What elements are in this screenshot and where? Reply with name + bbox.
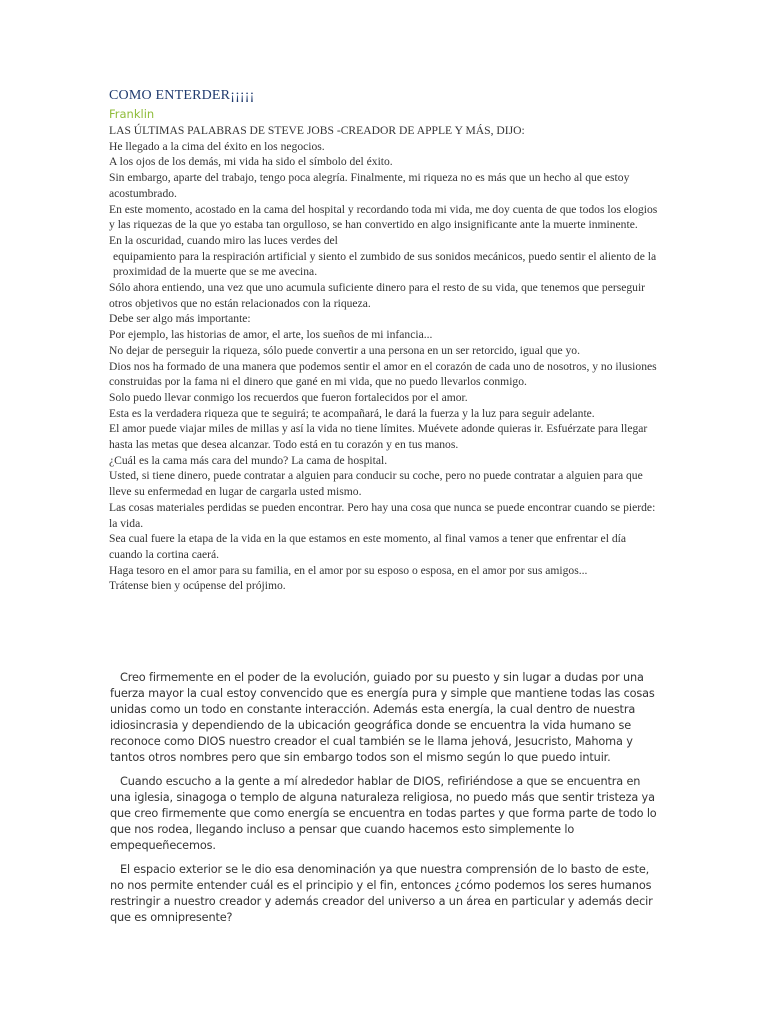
quote-line: Dios nos ha formado de una manera que podemos sentir el amor en el corazón de cada uno de nosotros, y no ilusiones construidas por la fama ni el dinero que gané en mi vida, que no puedo llevarlos conmigo. [109,359,657,389]
author-name: Franklin [109,107,155,121]
quote-line: Debe ser algo más importante: [109,312,251,326]
quote-heading: LAS ÚLTIMAS PALABRAS DE STEVE JOBS -CREADOR DE APPLE Y MÁS, DIJO: [109,124,525,137]
quote-line: Las cosas materiales perdidas se pueden encontrar. Pero hay una cosa que nunca se puede encontrar cuando se pierde: la vida. [109,500,656,530]
quote-line: En la oscuridad, cuando miro las luces verdes del [109,233,338,247]
quote-line: Sea cual fuere la etapa de la vida en la que estamos en este momento, al final vamos a tener que enfrentar el día cuando la cortina caerá. [109,532,626,561]
quote-line: equipamiento para la respiración artificial y siento el zumbido de sus sonidos mecánicos, puedo sentir el aliento de la proximidad de la muerte que se me avecina. [113,249,657,279]
quote-line: No dejar de perseguir la riqueza, sólo puede convertir a una persona en un ser retorcido, igual que yo. [109,343,580,357]
quote-line: Sólo ahora entiendo, una vez que uno acumula suficiente dinero para el resto de su vida, que tenemos que perseguir otros objetivos que no están relacionados con la riqueza. [109,281,646,310]
body-paragraph: El espacio exterior se le dio esa denominación ya que nuestra comprensión de lo basto de este, no nos permite entender cuál es el principio y el fin, entonces ¿cómo podemos los seres humanos restringir a nuestro creador y además creador del universo a un área en particular y además decir que es omnipresente? [110,863,653,924]
quote-line: Esta es la verdadera riqueza que te seguirá; te acompañará, le dará la fuerza y la luz para seguir adelante. [109,406,595,420]
quote-line: En este momento, acostado en la cama del hospital y recordando toda mi vida, me doy cuenta de que todos los elogios y las riquezas de la que yo estaba tan orgulloso, se han convertido en algo insignificante ante la muerte inminente. [109,202,658,232]
quote-line: A los ojos de los demás, mi vida ha sido el símbolo del éxito. [109,155,393,169]
steve-jobs-quote-section [109,123,661,594]
author-reflection-section [110,670,658,934]
quote-line: Solo puedo llevar conmigo los recuerdos que fueron fortalecidos por el amor. [109,390,468,404]
quote-line: ¿Cuál es la cama más cara del mundo? La cama de hospital. [109,453,388,467]
quote-line: Haga tesoro en el amor para su familia, en el amor por su esposo o esposa, en el amor por sus amigos... [109,563,588,577]
body-paragraph: Cuando escucho a la gente a mí alrededor hablar de DIOS, refiriéndose a que se encuentra en una iglesia, sinagoga o templo de alguna naturaleza religiosa, no puedo más que sentir tristeza ya que creo firmemente que como energía se encuentra en todas partes y que forma parte de todo lo que nos rodea, llegando incluso a pensar que cuando hacemos esto simplemente lo empequeñecemos. [110,775,657,852]
body-paragraph: Creo firmemente en el poder de la evolución, guiado por su puesto y sin lugar a dudas por una fuerza mayor la cual estoy convencido que es energía pura y simple que mantiene todas las cosas unidas como un todo en constante interacción. Además esta energía, la cual dentro de nuestra idiosincrasia y dependiendo de la ubicación geográfica donde se encuentra la vida humano se reconoce como DIOS nuestro creador el cual también se le llama jehová, Jesucristo, Mahoma y tantos otros nombres pero que sin embargo todos son el mismo según lo que puedo intuir. [110,671,655,764]
quote-line: He llegado a la cima del éxito en los negocios. [109,139,325,153]
quote-line: Sin embargo, aparte del trabajo, tengo poca alegría. Finalmente, mi riqueza no es más que un hecho al que estoy acostumbrado. [109,171,630,200]
quote-line: El amor puede viajar miles de millas y así la vida no tiene límites. Muévete adonde quieras ir. Esfuérzate para llegar hasta las metas que desea alcanzar. Todo está en tu corazón y en tus manos. [109,422,648,452]
quote-line: Usted, si tiene dinero, puede contratar a alguien para conducir su coche, pero no puede contratar a alguien para que lleve su enfermedad en lugar de cargarla usted mismo. [109,469,643,499]
quote-line: Trátense bien y ocúpense del prójimo. [109,579,286,593]
quote-line: Por ejemplo, las historias de amor, el arte, los sueños de mi infancia... [109,328,433,342]
document-title: COMO ENTERDER¡¡¡¡¡ [109,88,255,103]
